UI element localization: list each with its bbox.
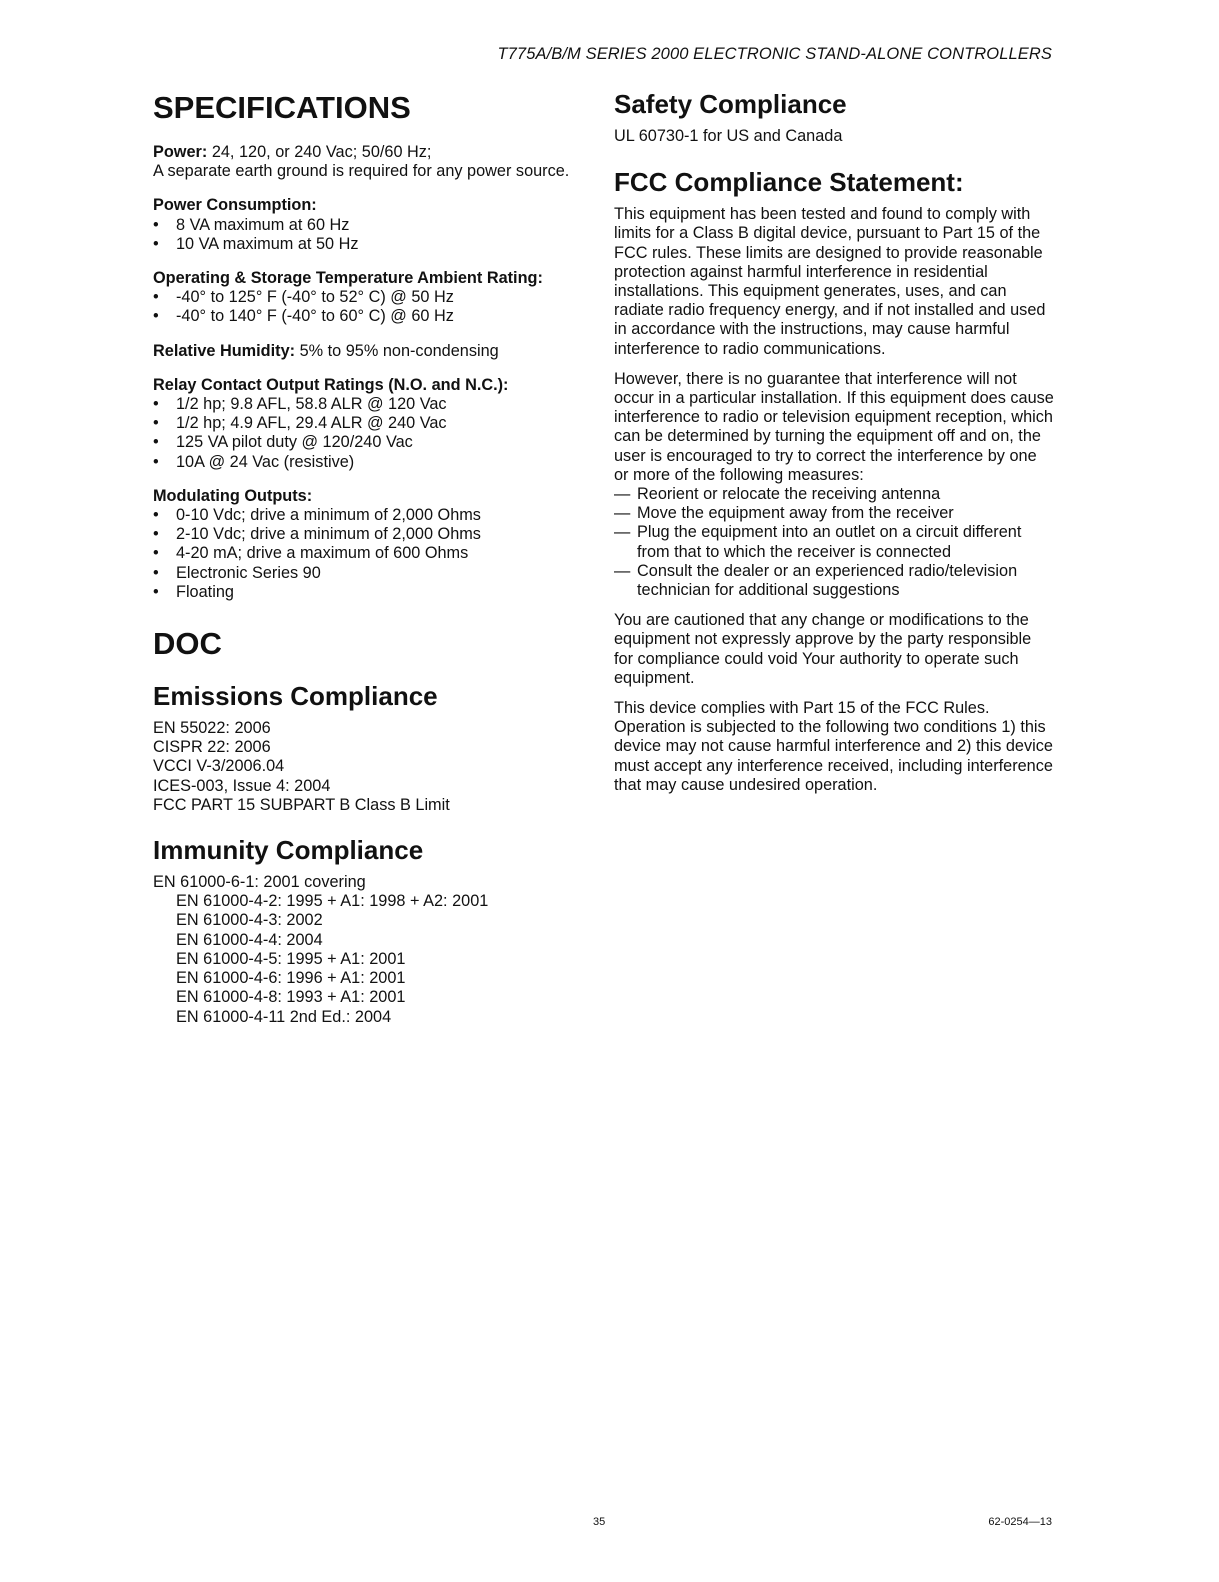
list-item: • 10 VA maximum at 50 Hz (153, 235, 598, 254)
immunity-line: EN 61000-4-4: 2004 (176, 930, 323, 949)
page-number: 35 (593, 1516, 606, 1528)
immunity-line: EN 61000-4-8: 1993 + A1: 2001 (176, 988, 406, 1007)
doc-heading: DOC (153, 626, 222, 662)
safety-standard: UL 60730-1 for US and Canada (614, 127, 843, 145)
humidity-label: Relative Humidity: (153, 341, 296, 360)
immunity-line: EN 61000-4-11 2nd Ed.: 2004 (176, 1007, 392, 1026)
humidity-value: 5% to 95% non-condensing (295, 341, 499, 360)
modulating-label: Modulating Outputs: (153, 486, 313, 505)
dash-marker: — (614, 485, 631, 504)
immunity-line: EN 61000-4-3: 2002 (176, 911, 323, 930)
dash-marker: — (614, 561, 631, 580)
immunity-line: EN 61000-4-2: 1995 + A1: 1998 + A2: 2001 (176, 892, 489, 911)
list-item: • Electronic Series 90 (153, 564, 598, 583)
fcc-body (614, 205, 1054, 795)
safety-heading: Safety Compliance (614, 89, 847, 119)
list-item: • 0-10 Vdc; drive a minimum of 2,000 Ohms (153, 506, 598, 525)
list-item: • 10A @ 24 Vac (resistive) (153, 453, 598, 472)
list-item: • 8 VA maximum at 60 Hz (153, 216, 598, 235)
fcc-heading: FCC Compliance Statement: (614, 167, 964, 198)
list-item (614, 485, 1054, 504)
left-column (153, 88, 598, 1027)
relay-label: Relay Contact Output Ratings (N.O. and N.C.): (153, 375, 509, 394)
fcc-paragraph: However, there is no guarantee that interference will not occur in a particular installation. If this equipment does cause interference to radio or television equipment reception, which can be determined by turning the equipment off and on, the user is encouraged to try to correct the interference by one or more of the following measures: (614, 369, 1054, 484)
list-item (614, 504, 1054, 523)
immunity-lead: EN 61000-6-1: 2001 covering (153, 873, 366, 892)
emissions-list (153, 719, 598, 815)
relay-spec (153, 376, 598, 472)
consumption-label: Power Consumption: (153, 196, 317, 215)
emissions-line: CISPR 22: 2006 (153, 738, 271, 757)
right-column (614, 88, 1054, 795)
temperature-spec (153, 269, 598, 327)
temperature-label: Operating & Storage Temperature Ambient Rating: (153, 269, 543, 288)
safety-text (614, 127, 1054, 146)
measure-text: Consult the dealer or an experienced radio/television technician for additional suggestions (637, 561, 1018, 600)
measure-text: Plug the equipment into an outlet on a circuit different from that to which the receiver is connected (637, 523, 1022, 561)
power-label: Power: (153, 143, 208, 161)
specifications-heading: SPECIFICATIONS (153, 90, 411, 125)
fcc-paragraph: You are cautioned that any change or modifications to the equipment not expressly approve by the party responsible for compliance could void Your authority to operate such equipment. (614, 611, 1032, 687)
immunity-list (153, 873, 598, 1027)
emissions-line: EN 55022: 2006 (153, 719, 271, 738)
emissions-line: FCC PART 15 SUBPART B Class B Limit (153, 795, 450, 814)
emissions-line: ICES-003, Issue 4: 2004 (153, 776, 331, 795)
power-value: 24, 120, or 240 Vac; 50/60 Hz; (207, 143, 432, 161)
measure-text: Reorient or relocate the receiving antenna (637, 485, 941, 504)
list-item: • 4-20 mA; drive a maximum of 600 Ohms (153, 544, 598, 563)
emissions-heading: Emissions Compliance (153, 681, 438, 712)
list-item (614, 562, 1054, 600)
list-item: • 125 VA pilot duty @ 120/240 Vac (153, 433, 598, 452)
modulating-spec (153, 487, 598, 602)
fcc-measures (614, 485, 1054, 600)
list-item: • 1/2 hp; 4.9 AFL, 29.4 ALR @ 240 Vac (153, 414, 598, 433)
emissions-line: VCCI V-3/2006.04 (153, 757, 285, 776)
dash-marker: — (614, 504, 631, 523)
dash-marker: — (614, 523, 631, 542)
measure-text: Move the equipment away from the receiver (637, 504, 954, 523)
consumption-spec (153, 196, 598, 254)
fcc-paragraph: This device complies with Part 15 of the FCC Rules. Operation is subjected to the following two conditions 1) this device may not cause harmful interference and 2) this device must accept any interference received, including interference that may cause undesired operation. (614, 699, 1053, 794)
immunity-heading: Immunity Compliance (153, 835, 424, 866)
list-item: • -40° to 140° F (-40° to 60° C) @ 60 Hz (153, 307, 598, 326)
fcc-paragraph: This equipment has been tested and found to comply with limits for a Class B digital device, pursuant to Part 15 of the FCC rules. These limits are designed to provide reasonable protection against harmful interference in residential installations. This equipment generates, uses, and can radiate radio frequency energy, and if not installed and used in accordance with the instructions, may cause harmful interference to radio communications. (614, 205, 1046, 358)
list-item (614, 523, 1054, 561)
immunity-line: EN 61000-4-5: 1995 + A1: 2001 (176, 949, 406, 968)
list-item: • 2-10 Vdc; drive a minimum of 2,000 Ohms (153, 525, 598, 544)
running-header: T775A/B/M SERIES 2000 ELECTRONIC STAND-ALONE CONTROLLERS (497, 45, 1052, 63)
list-item: • Floating (153, 583, 598, 602)
humidity-spec (153, 342, 598, 361)
list-item: • -40° to 125° F (-40° to 52° C) @ 50 Hz (153, 288, 598, 307)
power-note: A separate earth ground is required for any power source. (153, 162, 570, 181)
document-number: 62-0254—13 (988, 1516, 1052, 1528)
power-spec (153, 143, 598, 181)
list-item: • 1/2 hp; 9.8 AFL, 58.8 ALR @ 120 Vac (153, 395, 598, 414)
immunity-line: EN 61000-4-6: 1996 + A1: 2001 (176, 969, 406, 988)
